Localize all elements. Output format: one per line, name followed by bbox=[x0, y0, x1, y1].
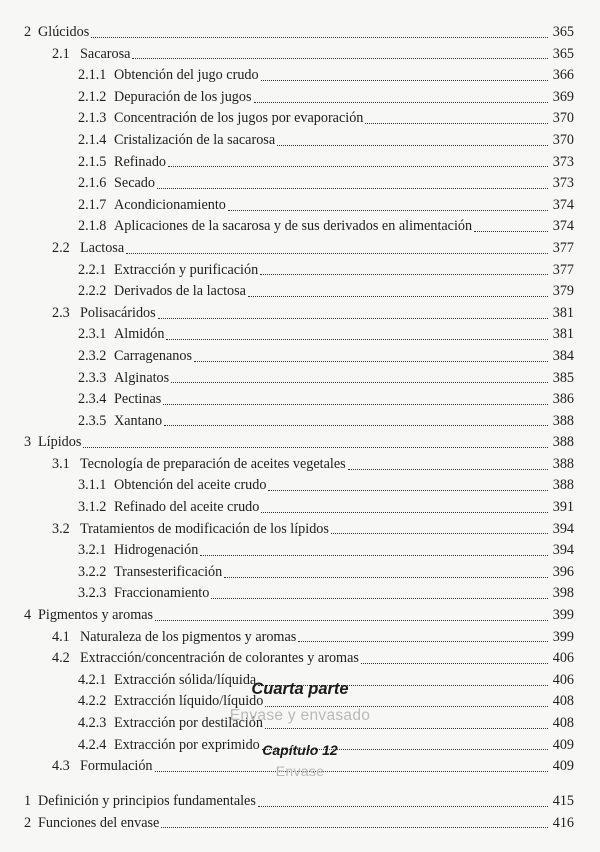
toc-entry-page: 381 bbox=[552, 304, 574, 321]
toc-entry-title: Fraccionamiento bbox=[114, 585, 210, 602]
toc-entry-title: Depuración de los jugos bbox=[114, 88, 252, 105]
part-subtitle: Envase y envasado bbox=[229, 707, 371, 724]
toc-entry bbox=[0, 540, 600, 562]
toc-entry-title: Concentración de los jugos por evaporación bbox=[114, 110, 364, 127]
toc-entry-page: 374 bbox=[552, 218, 574, 235]
toc-entry bbox=[0, 130, 600, 152]
dot-leader bbox=[474, 230, 548, 232]
toc-entry-number: 2.2.1 bbox=[78, 261, 107, 278]
toc-entry-page: 385 bbox=[552, 369, 574, 386]
toc-entry-number: 3.1.2 bbox=[78, 499, 107, 516]
chapter-title: Envase bbox=[275, 763, 325, 779]
toc-entry-number: 2.3.5 bbox=[78, 412, 107, 429]
toc-entry-title: Almidón bbox=[114, 326, 165, 343]
toc-entry bbox=[0, 475, 600, 497]
toc-entry-page: 370 bbox=[552, 110, 574, 127]
dot-leader bbox=[261, 511, 548, 513]
toc-entry bbox=[0, 108, 600, 130]
dot-leader bbox=[265, 727, 548, 729]
toc-entry-title: Extracción y purificación bbox=[114, 261, 259, 278]
toc-entry-page: 388 bbox=[552, 434, 574, 451]
toc-entry-title: Extracción sólida/líquida bbox=[114, 671, 257, 688]
toc-entry-page: 406 bbox=[552, 650, 574, 667]
toc-entry bbox=[0, 216, 600, 238]
toc-entry bbox=[0, 454, 600, 476]
toc-entry-number: 4.2 bbox=[52, 650, 70, 667]
toc-entry bbox=[0, 389, 600, 411]
toc-entry bbox=[0, 583, 600, 605]
dot-leader bbox=[277, 144, 548, 146]
dot-leader bbox=[228, 209, 548, 211]
toc-entry-page: 406 bbox=[552, 671, 574, 688]
toc-entry-page: 394 bbox=[552, 542, 574, 559]
toc-entry-page: 379 bbox=[552, 283, 574, 300]
toc-entry-page: 384 bbox=[552, 347, 574, 364]
toc-entry-number: 2.1.1 bbox=[78, 67, 107, 84]
toc-entry-page: 408 bbox=[552, 715, 574, 731]
toc-entry-page: 409 bbox=[552, 758, 574, 775]
dot-leader bbox=[91, 36, 548, 38]
dot-leader bbox=[164, 424, 548, 426]
toc-entry bbox=[0, 519, 600, 541]
toc-entry bbox=[0, 173, 600, 195]
toc-entry-number: 2.3 bbox=[52, 304, 70, 321]
toc-entry-number: 1 bbox=[24, 793, 32, 809]
toc-entry-title: Polisacáridos bbox=[80, 304, 156, 321]
toc-entry bbox=[0, 281, 600, 303]
toc-entry-number: 4.3 bbox=[52, 758, 70, 775]
toc-entry-page: 388 bbox=[552, 455, 574, 472]
toc-entry-number: 4 bbox=[24, 607, 32, 624]
dot-leader bbox=[298, 640, 548, 642]
toc-entry-page: 386 bbox=[552, 391, 574, 408]
toc-entry bbox=[0, 87, 600, 109]
toc-entry-title: Transesterificación bbox=[114, 563, 223, 580]
toc-entry-number: 2.3.2 bbox=[78, 347, 107, 364]
toc-entry-number: 2.1.2 bbox=[78, 88, 107, 105]
toc-entry bbox=[0, 65, 600, 87]
toc-entry-title: Lípidos bbox=[38, 434, 82, 451]
toc-entry-page: 374 bbox=[552, 196, 574, 213]
dot-leader bbox=[161, 826, 548, 828]
toc-entry-page: 381 bbox=[552, 326, 574, 343]
toc-entry-page: 388 bbox=[552, 477, 574, 494]
toc-entry-page: 416 bbox=[552, 814, 574, 831]
dot-leader bbox=[254, 101, 548, 103]
toc-entry-page: 399 bbox=[552, 607, 574, 624]
toc-entry-title: Funciones del envase bbox=[38, 814, 160, 831]
toc-entry bbox=[0, 303, 600, 325]
toc-entry bbox=[0, 238, 600, 260]
toc-entry-title: Xantano bbox=[114, 412, 163, 429]
dot-leader bbox=[331, 532, 548, 534]
part-title: Cuarta parte bbox=[251, 680, 349, 698]
toc-entry-title: Hidrogenación bbox=[114, 542, 199, 559]
toc-entry-number: 4.2.3 bbox=[78, 715, 107, 731]
toc-entry bbox=[0, 22, 600, 44]
dot-leader bbox=[200, 554, 548, 556]
toc-entry-title: Extracción por exprimido bbox=[114, 736, 260, 753]
dot-leader bbox=[166, 338, 548, 340]
toc-entry-title: Pectinas bbox=[114, 391, 162, 408]
toc-entry-page: 415 bbox=[552, 793, 574, 809]
toc-entry-title: Pigmentos y aromas bbox=[38, 607, 154, 624]
toc-entry-title: Tratamientos de modificación de los lípidos bbox=[80, 520, 329, 537]
dot-leader bbox=[211, 597, 548, 599]
toc-entry-title: Acondicionamiento bbox=[114, 196, 226, 213]
dot-leader bbox=[361, 662, 548, 664]
toc-entry-number: 2.1.5 bbox=[78, 153, 107, 170]
toc-entry-title: Alginatos bbox=[114, 369, 170, 386]
toc-entry bbox=[0, 346, 600, 368]
dot-leader bbox=[158, 317, 548, 319]
toc-entry bbox=[0, 411, 600, 433]
toc-entry-number: 2.1.3 bbox=[78, 110, 107, 127]
toc-entry-page: 388 bbox=[552, 412, 574, 429]
toc-entry-number: 2.1.4 bbox=[78, 131, 107, 148]
dot-leader bbox=[126, 252, 548, 254]
toc-entry-number: 4.2.2 bbox=[78, 693, 107, 710]
toc-entry-title: Lactosa bbox=[80, 239, 125, 256]
toc-entry-number: 4.1 bbox=[52, 628, 70, 645]
toc-entry-title: Derivados de la lactosa bbox=[114, 283, 246, 300]
toc-entry-title: Refinado bbox=[114, 153, 167, 170]
toc-entry-number: 2.3.3 bbox=[78, 369, 107, 386]
toc-entry-number: 2.3.4 bbox=[78, 391, 107, 408]
dot-leader bbox=[194, 360, 548, 362]
toc-entry-title: Extracción líquido/líquido bbox=[114, 693, 264, 710]
toc-entry-page: 394 bbox=[552, 520, 574, 537]
toc-entry-page: 373 bbox=[552, 175, 574, 192]
dot-leader bbox=[348, 468, 548, 470]
toc-entry-title: Carragenanos bbox=[114, 347, 192, 364]
toc-entry-number: 2.1.8 bbox=[78, 218, 107, 235]
toc-entry-title: Refinado del aceite crudo bbox=[114, 499, 260, 516]
chapter-label: Capítulo 12 bbox=[262, 742, 338, 758]
toc-entry-number: 4.2.1 bbox=[78, 671, 107, 688]
dot-leader bbox=[261, 79, 548, 81]
toc-entry bbox=[0, 260, 600, 282]
toc-entry-page: 370 bbox=[552, 131, 574, 148]
toc-entry-title: Obtención del jugo crudo bbox=[114, 67, 259, 84]
dot-leader bbox=[155, 619, 548, 621]
toc-entry bbox=[0, 562, 600, 584]
dot-leader bbox=[163, 403, 548, 405]
toc-entry-title: Tecnología de preparación de aceites vegetales bbox=[80, 455, 346, 472]
toc-entry-title: Formulación bbox=[80, 758, 153, 775]
dot-leader bbox=[83, 446, 548, 448]
toc-entry-title: Extracción por destilación bbox=[114, 715, 263, 731]
dot-leader bbox=[258, 805, 548, 807]
dot-leader bbox=[260, 273, 548, 275]
toc-entry-number: 2.2.2 bbox=[78, 283, 107, 300]
toc-entry-page: 399 bbox=[552, 628, 574, 645]
toc-entry-page: 377 bbox=[552, 239, 574, 256]
toc-entry bbox=[0, 432, 600, 454]
toc-entry-page: 398 bbox=[552, 585, 574, 602]
toc-entry bbox=[0, 324, 600, 346]
toc-entry bbox=[0, 627, 600, 649]
toc-entry-page: 408 bbox=[552, 693, 574, 710]
toc-entry bbox=[0, 605, 600, 627]
toc-entry-number: 2.2 bbox=[52, 239, 70, 256]
toc-entry-title: Cristalización de la sacarosa bbox=[114, 131, 276, 148]
toc-entry bbox=[0, 648, 600, 670]
dot-leader bbox=[248, 295, 548, 297]
toc-entry-number: 3.2.1 bbox=[78, 542, 107, 559]
toc-entry-number: 3.1.1 bbox=[78, 477, 107, 494]
toc-entry-page: 366 bbox=[552, 67, 574, 84]
toc-entry-title: Extracción/concentración de colorantes y aromas bbox=[80, 650, 359, 667]
toc-entry-page: 396 bbox=[552, 563, 574, 580]
toc-entry-title: Aplicaciones de la sacarosa y de sus derivados en alimentación bbox=[114, 218, 473, 235]
toc-entry-number: 3.1 bbox=[52, 455, 70, 472]
toc-entry-number: 2 bbox=[24, 814, 32, 831]
toc-entry bbox=[0, 791, 600, 813]
toc-entry-number: 2.1 bbox=[52, 45, 70, 62]
toc-entry-page: 365 bbox=[552, 45, 574, 62]
toc-entry-title: Definición y principios fundamentales bbox=[38, 793, 256, 809]
toc-entry bbox=[0, 497, 600, 519]
toc-entry-title: Glúcidos bbox=[38, 24, 90, 40]
dot-leader bbox=[168, 165, 548, 167]
toc-entry-page: 391 bbox=[552, 499, 574, 516]
toc-entry-number: 3 bbox=[24, 434, 32, 451]
toc-entry bbox=[0, 195, 600, 217]
toc-entry bbox=[0, 813, 600, 835]
toc-entry-number: 4.2.4 bbox=[78, 736, 107, 753]
toc-entry-title: Obtención del aceite crudo bbox=[114, 477, 267, 494]
toc-entry bbox=[0, 152, 600, 174]
dot-leader bbox=[268, 489, 548, 491]
toc-entry-number: 3.2.2 bbox=[78, 563, 107, 580]
dot-leader bbox=[171, 381, 548, 383]
dot-leader bbox=[365, 122, 548, 124]
toc-entry-page: 373 bbox=[552, 153, 574, 170]
toc-entry bbox=[0, 368, 600, 390]
toc-entry-page: 377 bbox=[552, 261, 574, 278]
dot-leader bbox=[132, 57, 548, 59]
toc-entry-title: Naturaleza de los pigmentos y aromas bbox=[80, 628, 297, 645]
dot-leader bbox=[224, 576, 548, 578]
toc-entry-number: 3.2.3 bbox=[78, 585, 107, 602]
toc-entry bbox=[0, 44, 600, 66]
toc-entry-number: 2 bbox=[24, 24, 32, 40]
toc-entry-page: 369 bbox=[552, 88, 574, 105]
table-of-contents bbox=[0, 22, 600, 778]
toc-entry-title: Sacarosa bbox=[80, 45, 131, 62]
chapter-table-of-contents bbox=[0, 791, 600, 834]
toc-entry-number: 2.3.1 bbox=[78, 326, 107, 343]
toc-entry-number: 2.1.7 bbox=[78, 196, 107, 213]
dot-leader bbox=[157, 187, 548, 189]
toc-entry-title: Secado bbox=[114, 175, 155, 192]
toc-entry-page: 409 bbox=[552, 736, 574, 753]
toc-entry-page: 365 bbox=[552, 24, 574, 40]
toc-entry-number: 2.1.6 bbox=[78, 175, 107, 192]
toc-entry-number: 3.2 bbox=[52, 520, 70, 537]
